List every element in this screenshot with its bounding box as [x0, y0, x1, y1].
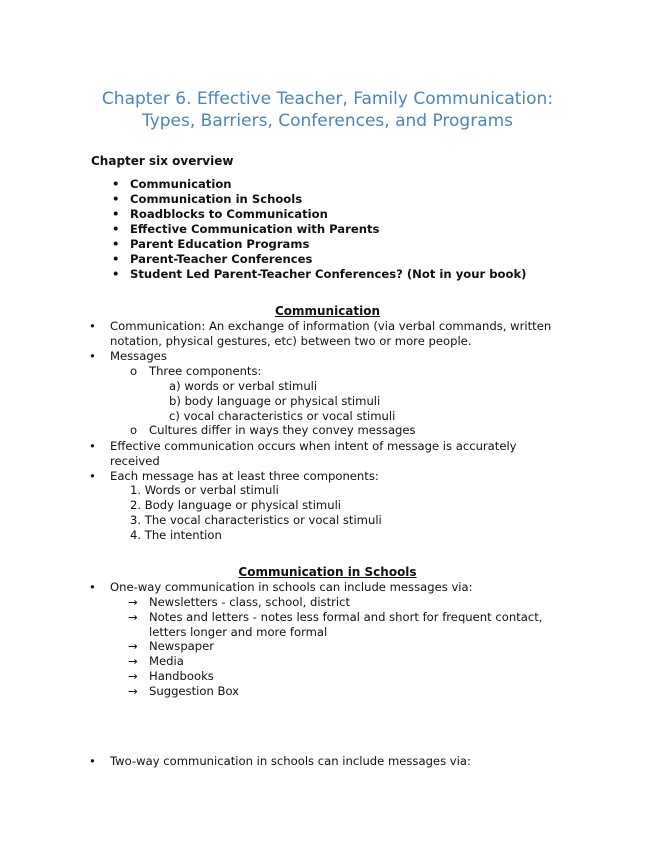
effective-line: Effective communication occurs when intent of message is accurately — [110, 439, 517, 453]
sub-bullet-glyph: o — [130, 423, 138, 437]
title-line-1: Chapter 6. Effective Teacher, Family Communication: — [101, 89, 554, 109]
numbered-item: 4. The intention — [130, 528, 222, 542]
one-way-item: Suggestion Box — [149, 684, 240, 698]
numbered-item: 2. Body language or physical stimuli — [130, 498, 342, 512]
one-way-item: Media — [149, 654, 184, 668]
component-item: b) body language or physical stimuli — [169, 394, 381, 408]
one-way-item: Newspaper — [149, 639, 215, 653]
definition-line: Communication: An exchange of information (via verbal commands, written — [110, 319, 552, 333]
component-item: a) words or verbal stimuli — [169, 379, 318, 393]
section-heading-schools: Communication in Schools — [238, 565, 417, 579]
cultures-note: Cultures differ in ways they convey messages — [149, 423, 416, 437]
messages-label: Messages — [110, 349, 167, 363]
definition-line: notation, physical gestures, etc) between two or more people. — [110, 334, 472, 348]
one-way-label: One-way communication in schools can include messages via: — [110, 580, 473, 594]
bullet-glyph: • — [89, 319, 96, 333]
bullet-glyph: • — [89, 349, 96, 363]
overview-item: • Student Led Parent-Teacher Conferences? (Not in your book) — [112, 267, 526, 282]
each-message-label: Each message has at least three components: — [110, 469, 379, 483]
overview-item: • Parent Education Programs — [112, 237, 526, 252]
arrow-icon: → — [128, 669, 138, 683]
bullet-glyph: • — [89, 754, 96, 768]
arrow-icon: → — [128, 684, 138, 698]
arrow-icon: → — [128, 595, 138, 609]
overview-item: • Effective Communication with Parents — [112, 222, 526, 237]
sub-bullet-glyph: o — [130, 364, 138, 378]
numbered-item: 3. The vocal characteristics or vocal stimuli — [130, 513, 382, 527]
overview-item: • Communication in Schools — [112, 192, 526, 207]
overview-item: • Communication — [112, 177, 526, 192]
arrow-icon: → — [128, 639, 138, 653]
arrow-icon: → — [128, 610, 138, 624]
overview-item: • Parent-Teacher Conferences — [112, 252, 526, 267]
bullet-glyph: • — [89, 469, 96, 483]
one-way-item-continued: letters longer and more formal — [149, 625, 328, 639]
one-way-item: Notes and letters - notes less formal and short for frequent contact, — [149, 610, 543, 624]
overview-heading: Chapter six overview — [91, 154, 234, 168]
two-way-label: Two-way communication in schools can include messages via: — [110, 754, 471, 768]
title-line-2: Types, Barriers, Conferences, and Programs — [141, 111, 514, 131]
numbered-item: 1. Words or verbal stimuli — [130, 483, 279, 497]
component-item: c) vocal characteristics or vocal stimuli — [169, 409, 396, 423]
effective-line: received — [110, 454, 160, 468]
document-title — [0, 88, 655, 132]
one-way-item: Newsletters - class, school, district — [149, 595, 351, 609]
three-components-label: Three components: — [149, 364, 262, 378]
overview-item: • Roadblocks to Communication — [112, 207, 526, 222]
bullet-glyph: • — [89, 580, 96, 594]
arrow-icon: → — [128, 654, 138, 668]
bullet-glyph: • — [89, 439, 96, 453]
overview-list — [112, 177, 526, 282]
section-heading-communication: Communication — [274, 304, 381, 318]
one-way-item: Handbooks — [149, 669, 214, 683]
